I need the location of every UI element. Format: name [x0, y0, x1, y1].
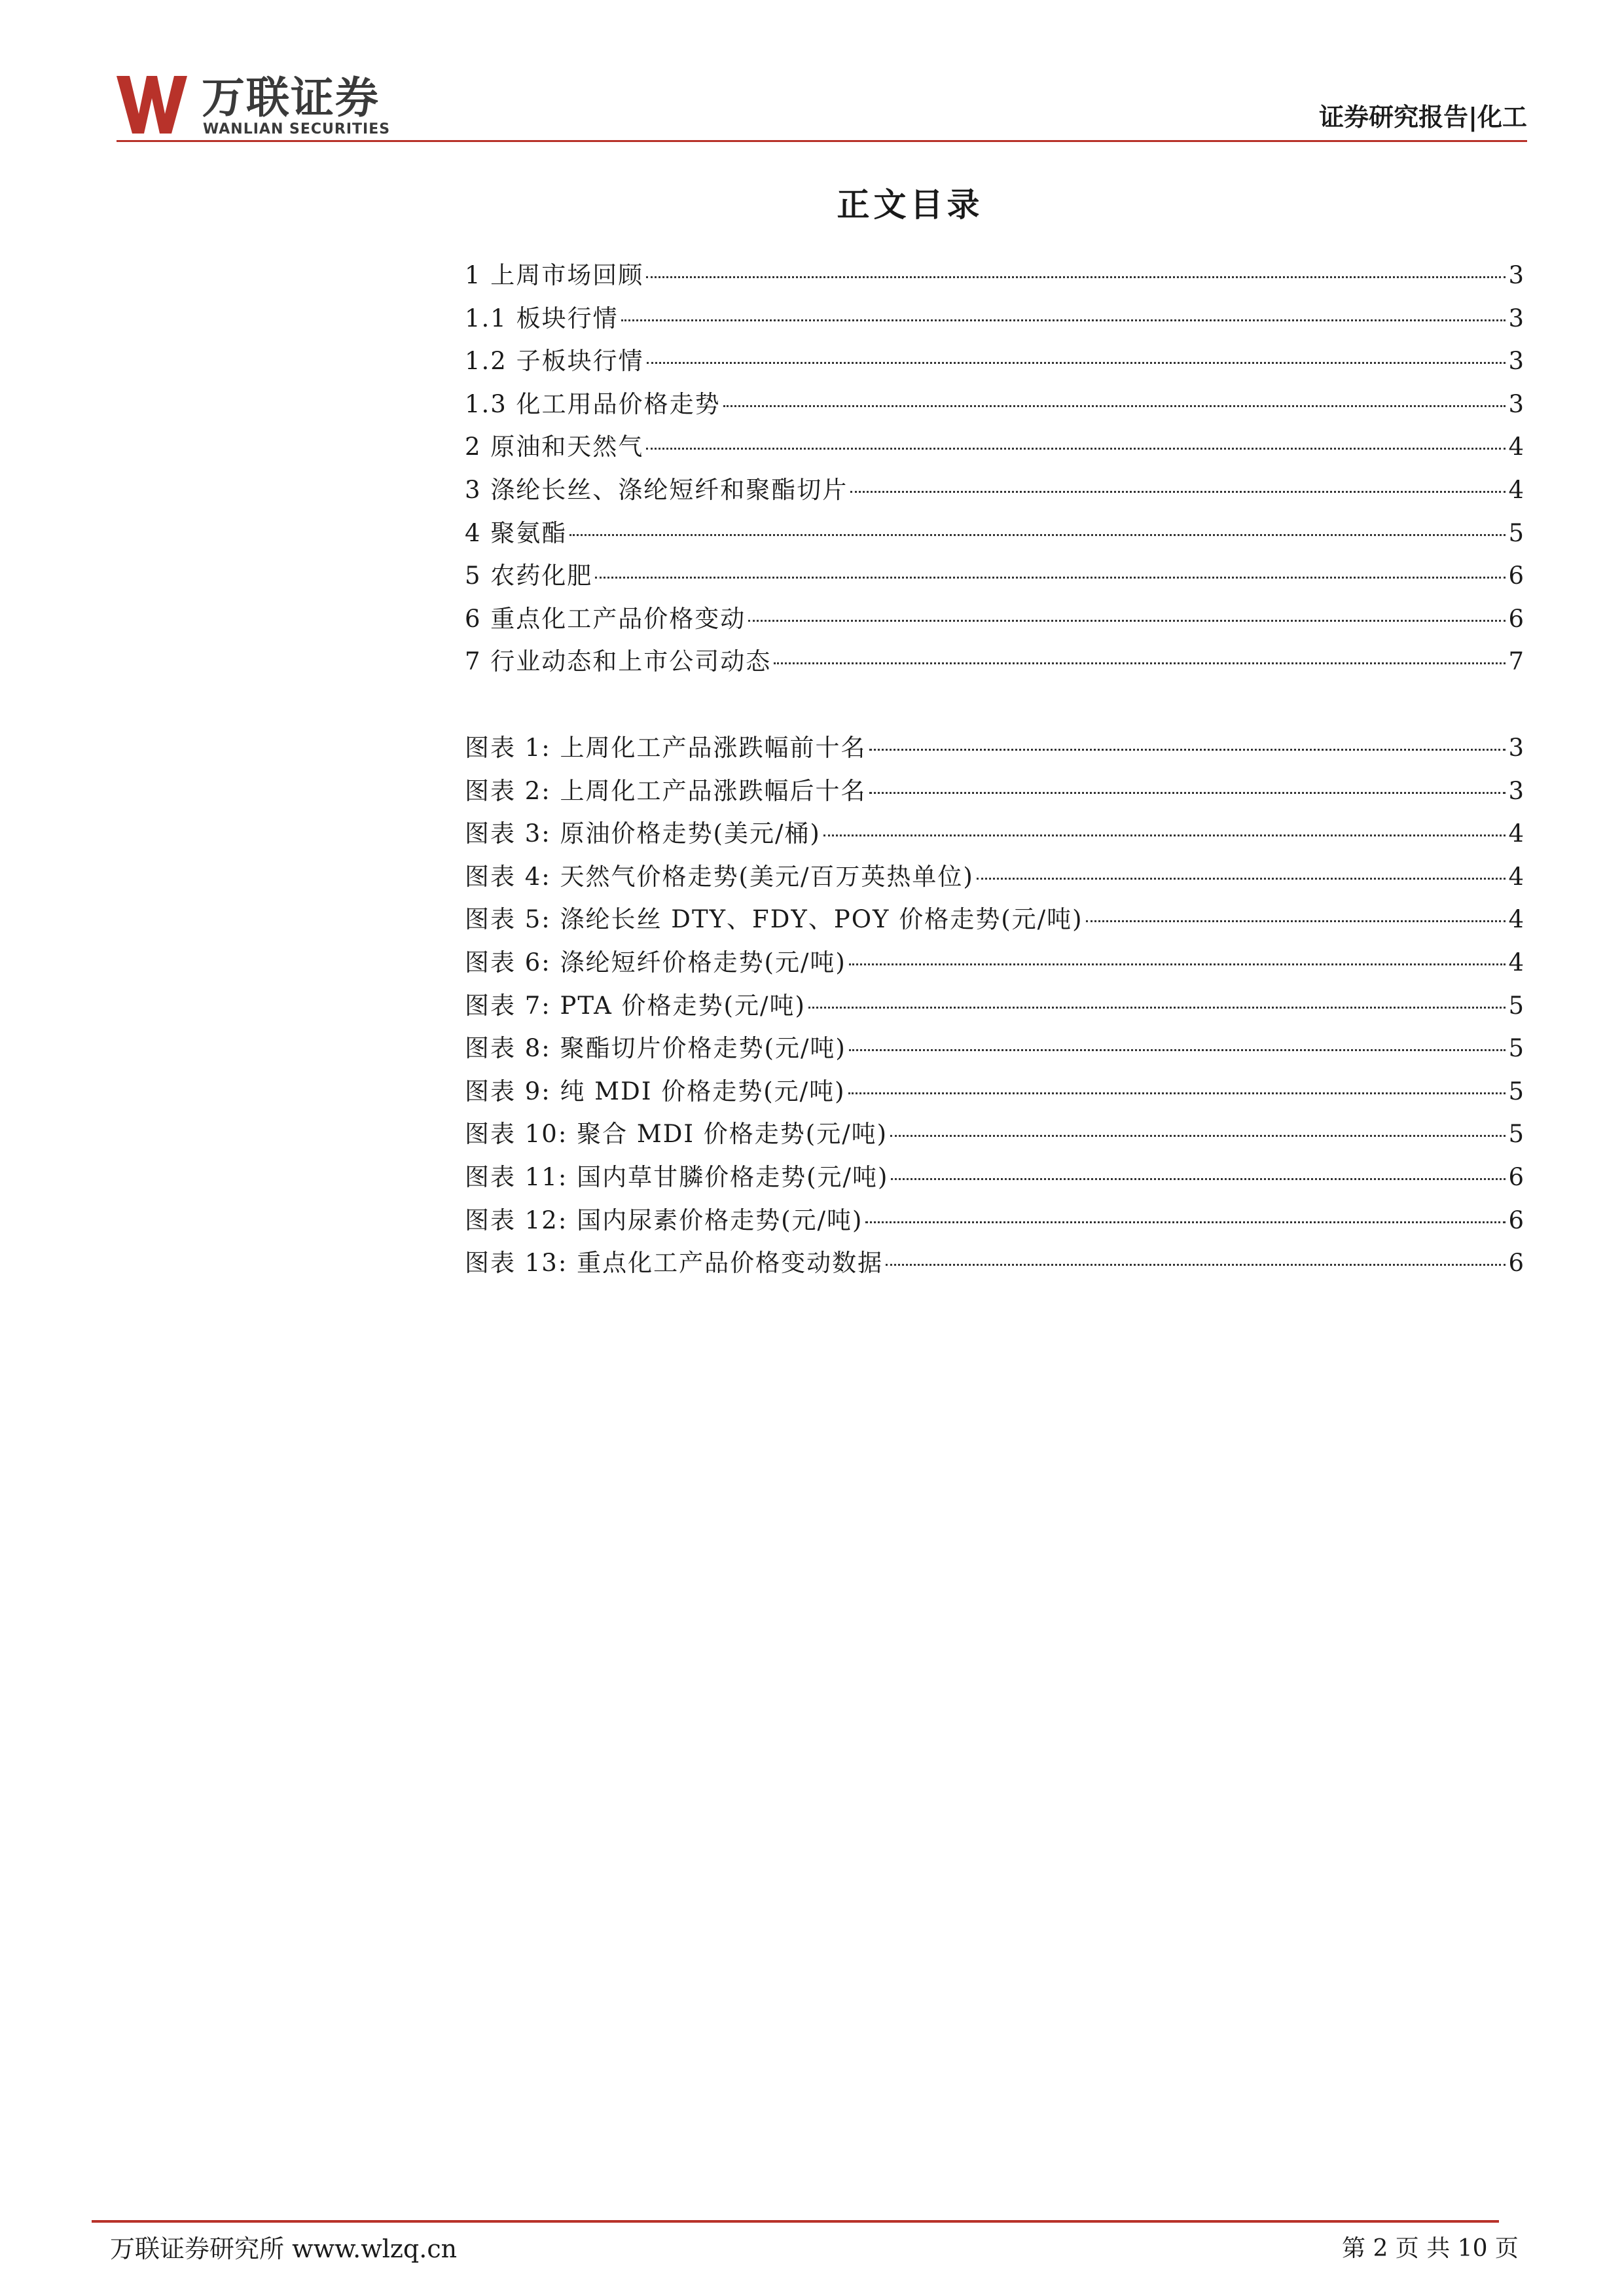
figure-entry-page: 4	[1508, 862, 1524, 891]
figure-entry-page: 5	[1508, 1120, 1524, 1149]
toc-leader-dots	[808, 1007, 1506, 1009]
toc-leader-dots	[869, 749, 1506, 751]
figure-entry[interactable]	[465, 1199, 1524, 1242]
toc-leader-dots	[774, 662, 1506, 664]
toc-leader-dots	[823, 834, 1506, 836]
report-type-label: 证券研究报告|化工	[1319, 103, 1527, 132]
figure-entry-label: 图表 13: 重点化工产品价格变动数据	[465, 1249, 884, 1278]
toc-entry-page: 3	[1508, 261, 1524, 289]
toc-leader-dots	[865, 1221, 1506, 1223]
figure-entry-page: 5	[1508, 1034, 1524, 1063]
toc-entry[interactable]	[465, 425, 1524, 469]
toc-leader-dots	[977, 878, 1506, 880]
header-divider	[117, 140, 1527, 142]
toc-entry-page: 3	[1508, 389, 1524, 418]
figure-entry-label: 图表 6: 涤纶短纤价格走势(元/吨)	[465, 948, 846, 977]
toc-entry-label: 3 涤纶长丝、涤纶短纤和聚酯切片	[465, 475, 848, 504]
toc-leader-dots	[723, 405, 1506, 407]
logo-english-name: WANLIAN SECURITIES	[203, 121, 391, 137]
toc-leader-dots	[849, 1049, 1506, 1051]
figure-entry[interactable]	[465, 726, 1524, 770]
toc-entry-label: 6 重点化工产品价格变动	[465, 604, 746, 633]
toc-leader-dots	[646, 448, 1506, 450]
figure-entry[interactable]	[465, 1027, 1524, 1070]
wanlian-w-logo-icon	[117, 76, 189, 134]
toc-leader-dots	[569, 534, 1506, 536]
figure-entry-label: 图表 8: 聚酯切片价格走势(元/吨)	[465, 1034, 846, 1063]
page-number: 第 2 页 共 10 页	[1342, 2235, 1519, 2262]
logo-chinese-name: 万联证券	[202, 73, 380, 123]
toc-leader-dots	[621, 319, 1506, 321]
figure-entry[interactable]	[465, 855, 1524, 899]
toc-entry[interactable]	[465, 598, 1524, 641]
figure-entry-page: 5	[1508, 1077, 1524, 1105]
toc-entry-label: 7 行业动态和上市公司动态	[465, 647, 772, 676]
toc-entry-page: 7	[1508, 647, 1524, 676]
figure-entry-page: 6	[1508, 1162, 1524, 1191]
toc-entry-page: 4	[1508, 433, 1524, 461]
figure-entry-page: 5	[1508, 991, 1524, 1020]
toc-leader-dots	[748, 620, 1506, 622]
figure-entry-label: 图表 10: 聚合 MDI 价格走势(元/吨)	[465, 1120, 888, 1149]
footer-source: 万联证券研究所 www.wlzq.cn	[110, 2234, 458, 2263]
figure-entry[interactable]	[465, 984, 1524, 1028]
toc-entry-label: 1.3 化工用品价格走势	[465, 389, 721, 418]
toc-entry[interactable]	[465, 383, 1524, 426]
page-header	[117, 71, 1527, 141]
toc-leader-dots	[886, 1264, 1506, 1266]
figure-entry-page: 6	[1508, 1249, 1524, 1278]
figure-entry[interactable]	[465, 941, 1524, 984]
toc-sections	[465, 254, 1524, 683]
figure-entry[interactable]	[465, 898, 1524, 941]
toc-leader-dots	[646, 276, 1506, 278]
toc-entry-page: 4	[1508, 475, 1524, 504]
figure-entry-page: 4	[1508, 905, 1524, 934]
toc-entry[interactable]	[465, 640, 1524, 683]
toc-entry[interactable]	[465, 340, 1524, 383]
toc-entry[interactable]	[465, 512, 1524, 555]
toc-leader-dots	[647, 362, 1506, 364]
figure-entry-page: 4	[1508, 819, 1524, 848]
figure-entry-page: 4	[1508, 948, 1524, 977]
figure-entry-label: 图表 12: 国内尿素价格走势(元/吨)	[465, 1206, 863, 1234]
toc-entry-label: 1.1 板块行情	[465, 304, 619, 332]
toc-leader-dots	[849, 963, 1506, 965]
figure-entry[interactable]	[465, 1242, 1524, 1285]
toc-figures	[465, 726, 1524, 1285]
toc-leader-dots	[891, 1178, 1506, 1180]
toc-entry-page: 3	[1508, 347, 1524, 376]
figure-entry[interactable]	[465, 770, 1524, 813]
figure-entry-label: 图表 1: 上周化工产品涨跌幅前十名	[465, 734, 867, 762]
figure-entry-label: 图表 11: 国内草甘膦价格走势(元/吨)	[465, 1162, 889, 1191]
toc-leader-dots	[869, 792, 1506, 794]
toc-entry-page: 6	[1508, 604, 1524, 633]
toc-leader-dots	[1086, 920, 1506, 922]
brand-logo	[117, 71, 444, 141]
toc-entry[interactable]	[465, 554, 1524, 598]
figure-entry[interactable]	[465, 1113, 1524, 1156]
figure-entry[interactable]	[465, 812, 1524, 855]
figure-entry-label: 图表 3: 原油价格走势(美元/桶)	[465, 819, 821, 848]
figure-entry[interactable]	[465, 1070, 1524, 1113]
toc-leader-dots	[595, 577, 1506, 579]
footer-divider	[92, 2220, 1499, 2223]
toc-entry-page: 5	[1508, 518, 1524, 547]
toc-entry[interactable]	[465, 254, 1524, 297]
toc-entry-page: 6	[1508, 562, 1524, 590]
toc-entry[interactable]	[465, 469, 1524, 512]
figure-entry-page: 3	[1508, 734, 1524, 762]
figure-entry-label: 图表 2: 上周化工产品涨跌幅后十名	[465, 776, 867, 805]
toc-entry-label: 2 原油和天然气	[465, 433, 644, 461]
toc-entry-label: 4 聚氨酯	[465, 518, 568, 547]
toc-title: 正文目录	[837, 186, 984, 224]
figure-entry-label: 图表 5: 涤纶长丝 DTY、FDY、POY 价格走势(元/吨)	[465, 905, 1083, 934]
figure-entry-page: 3	[1508, 776, 1524, 805]
toc-entry-page: 3	[1508, 304, 1524, 332]
figure-entry-page: 6	[1508, 1206, 1524, 1234]
toc-entry-label: 1.2 子板块行情	[465, 347, 644, 376]
toc-leader-dots	[890, 1135, 1506, 1137]
toc-leader-dots	[850, 491, 1506, 493]
toc-entry-label: 5 农药化肥	[465, 562, 593, 590]
toc-leader-dots	[848, 1092, 1506, 1094]
figure-entry-label: 图表 4: 天然气价格走势(美元/百万英热单位)	[465, 862, 974, 891]
figure-entry-label: 图表 7: PTA 价格走势(元/吨)	[465, 991, 806, 1020]
toc-entry-label: 1 上周市场回顾	[465, 261, 644, 289]
figure-entry-label: 图表 9: 纯 MDI 价格走势(元/吨)	[465, 1077, 846, 1105]
toc-entry[interactable]	[465, 297, 1524, 340]
figure-entry[interactable]	[465, 1156, 1524, 1199]
